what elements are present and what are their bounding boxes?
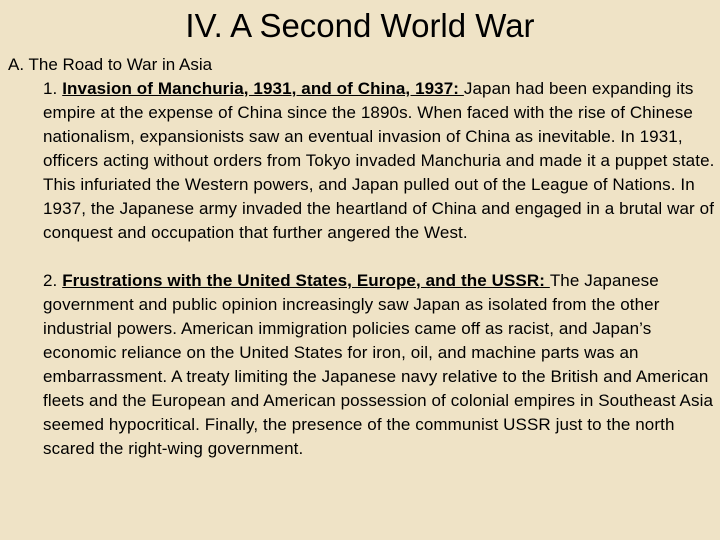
point-number: 1. bbox=[43, 79, 63, 98]
point-body: The Japanese government and public opinion increasingly saw Japan as isolated from the other industrial powers. American immigration policies came off as racist, and Japan’s economic reliance on the United States for iron, oil, and machine parts was an embarrassment. A treaty limiting the Japanese navy relative to the British and American fleets and the European and American possession of colonial empires in Southeast Asia seemed hypocritical. Finally, the presence of the communist USSR just to the north scared the right-wing government. bbox=[43, 271, 714, 458]
point-heading: Frustrations with the United States, Europe, and the USSR: bbox=[62, 271, 550, 290]
point-number: 2. bbox=[43, 271, 63, 290]
point-heading: Invasion of Manchuria, 1931, and of China, 1937: bbox=[62, 79, 464, 98]
slide-title: IV. A Second World War bbox=[185, 7, 535, 44]
section-heading: A. The Road to War in Asia bbox=[8, 55, 213, 74]
point-frustrations bbox=[43, 269, 715, 461]
point-invasion-of-manchuria bbox=[43, 77, 715, 245]
point-body: Japan had been expanding its empire at the expense of China since the 1890s. When faced with the rise of Chinese nationalism, expansionists saw an eventual invasion of China as inevitable. In 1931, officers acting without orders from Tokyo invaded Manchuria and made it a puppet state. This infuriated the Western powers, and Japan pulled out of the League of Nations. In 1937, the Japanese army invaded the heartland of China and engaged in a brutal war of conquest and occupation that further angered the West. bbox=[43, 79, 715, 242]
